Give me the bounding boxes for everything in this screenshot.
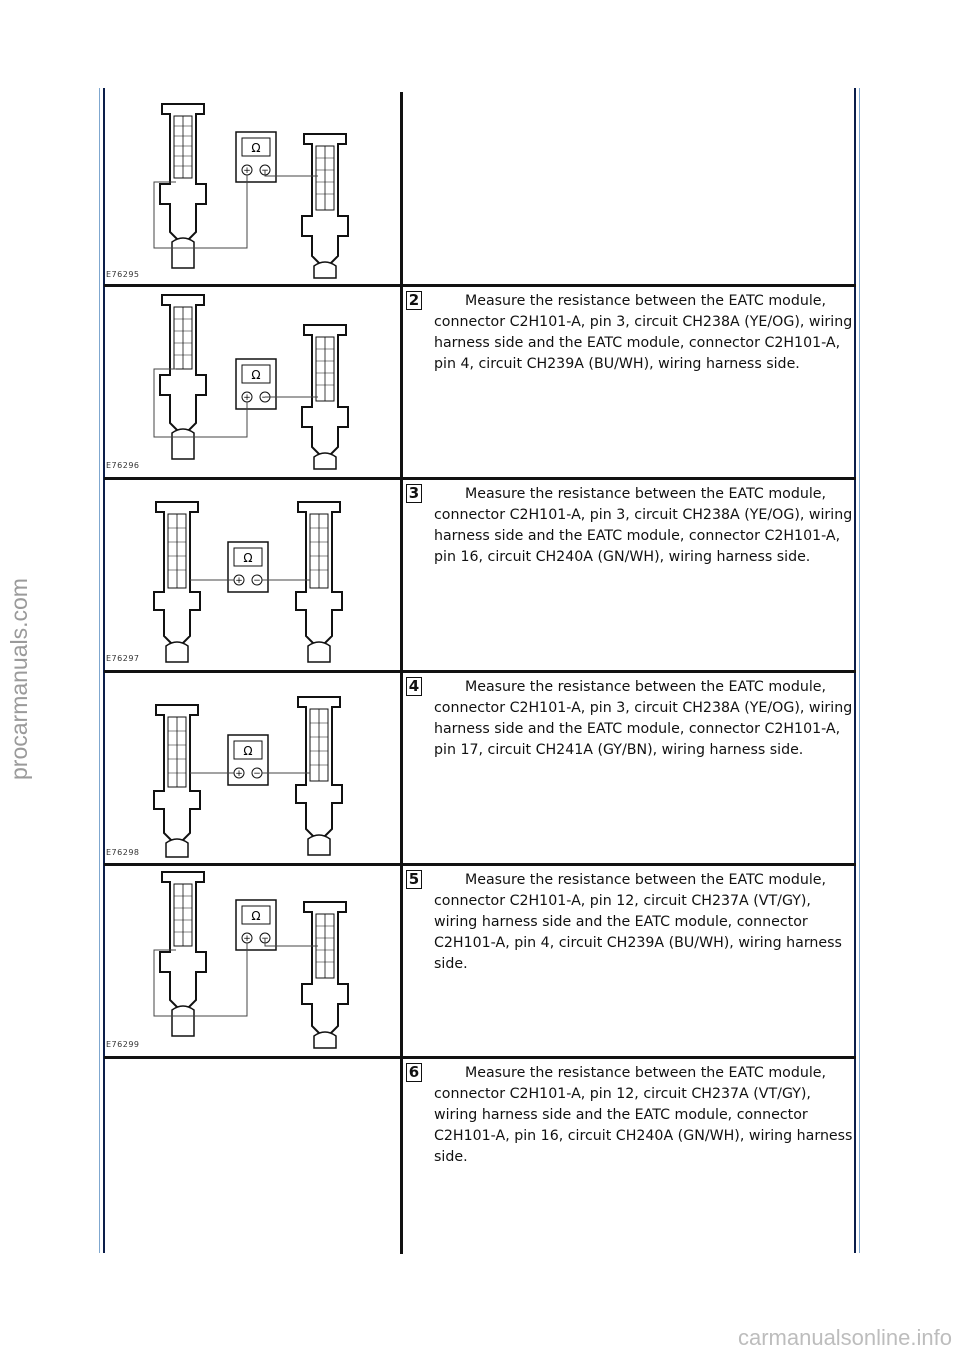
svg-text:Ω: Ω: [243, 551, 253, 565]
connector-right: [302, 902, 348, 1048]
step-number: 6: [406, 1063, 422, 1082]
table-row: [104, 673, 856, 863]
wiring-figure: [104, 866, 400, 1056]
connector-right: [296, 502, 342, 662]
figure-label: E76298: [106, 848, 140, 857]
connector-right: [296, 697, 342, 855]
figure-label: E76295: [106, 270, 140, 279]
procedure-step: [406, 1063, 854, 1168]
procedure-table: [104, 92, 856, 1254]
svg-text:Ω: Ω: [251, 141, 261, 155]
ohmmeter: [236, 359, 276, 409]
table-row: [104, 287, 856, 477]
procedure-step: [406, 291, 854, 375]
procedure-step: [406, 677, 854, 761]
step-number: 4: [406, 677, 422, 696]
figure-label: E76299: [106, 1040, 140, 1049]
svg-text:−: −: [261, 393, 269, 403]
wiring-figure: [104, 480, 400, 670]
connector-left: [154, 705, 200, 857]
connector-diagram: [104, 92, 400, 284]
svg-text:+: +: [235, 769, 243, 779]
step-text: Measure the resistance between the EATC module, connector C2H101-A, pin 3, circuit CH238A (YE/OG), wiring harness side and the EATC module, connector C2H101-A, pin 16, circuit CH240A (GN/WH), wiring harness side.: [434, 486, 853, 565]
connector-left: [160, 295, 206, 459]
table-row: [104, 866, 856, 1056]
ohmmeter: [228, 542, 268, 592]
svg-text:+: +: [235, 576, 243, 586]
step-number: 5: [406, 870, 422, 889]
right-border-light: [859, 88, 860, 1253]
svg-text:Ω: Ω: [243, 744, 253, 758]
step-number: 2: [406, 291, 422, 310]
svg-text:−: −: [253, 576, 261, 586]
connector-left: [160, 872, 206, 1036]
wiring-figure: [104, 673, 400, 863]
side-watermark: procarmanuals.com: [6, 578, 32, 780]
connector-left: [154, 502, 200, 662]
procedure-step: [406, 484, 854, 568]
left-border-light: [99, 88, 100, 1253]
figure-label: E76297: [106, 654, 140, 663]
connector-diagram: [104, 480, 400, 670]
connector-diagram: [104, 673, 400, 863]
wiring-figure: [104, 92, 400, 284]
svg-text:Ω: Ω: [251, 909, 261, 923]
svg-text:−: −: [261, 934, 269, 944]
ohmmeter: [236, 132, 276, 182]
svg-text:−: −: [261, 166, 269, 176]
bottom-watermark: carmanualsonline.info: [737, 1325, 952, 1350]
connector-diagram: [104, 287, 400, 477]
svg-text:−: −: [253, 769, 261, 779]
connector-right: [302, 134, 348, 278]
step-text: Measure the resistance between the EATC module, connector C2H101-A, pin 3, circuit CH238A (YE/OG), wiring harness side and the EATC module, connector C2H101-A, pin 4, circuit CH239A (BU/WH), wiring harness side.: [434, 293, 853, 372]
procedure-step: [406, 870, 854, 975]
step-text: Measure the resistance between the EATC module, connector C2H101-A, pin 12, circuit CH237A (VT/GY), wiring harness side and the EATC module, connector C2H101-A, pin 4, circuit CH239A (BU/WH), wiring harness side.: [434, 872, 842, 972]
wiring-figure: [104, 287, 400, 477]
table-row: [104, 1059, 856, 1254]
svg-text:+: +: [243, 393, 251, 403]
step-number: 3: [406, 484, 422, 503]
connector-left: [160, 104, 206, 268]
connector-diagram: [104, 866, 400, 1056]
svg-text:Ω: Ω: [251, 368, 261, 382]
step-text: Measure the resistance between the EATC module, connector C2H101-A, pin 12, circuit CH237A (VT/GY), wiring harness side and the EATC module, connector C2H101-A, pin 16, circuit CH240A (GN/WH), wiring harness side.: [434, 1065, 853, 1165]
table-row: [104, 92, 856, 284]
ohmmeter: [228, 735, 268, 785]
svg-text:+: +: [243, 166, 251, 176]
table-row: [104, 480, 856, 670]
svg-text:+: +: [243, 934, 251, 944]
figure-label: E76296: [106, 461, 140, 470]
ohmmeter: [236, 900, 276, 950]
step-text: Measure the resistance between the EATC module, connector C2H101-A, pin 3, circuit CH238A (YE/OG), wiring harness side and the EATC module, connector C2H101-A, pin 17, circuit CH241A (GY/BN), wiring harness side.: [434, 679, 853, 758]
